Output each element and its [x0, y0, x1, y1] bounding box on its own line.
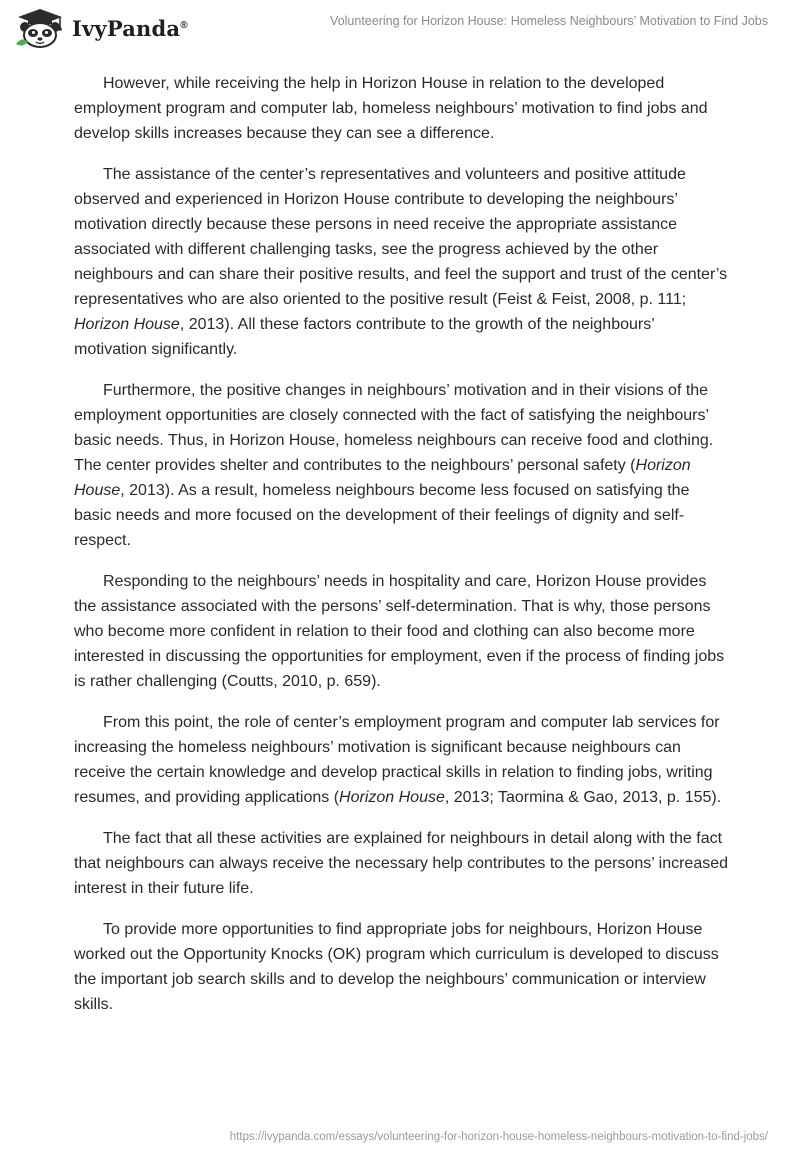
citation-italic: Horizon House — [74, 316, 180, 333]
paragraph-4: Responding to the neighbours’ needs in hospitality and care, Horizon House provides the assistance associated with the persons’ self-determination. That is why, those persons who become more confident in relation to their food and clothing can also become more interested in discussing the opportunities for employment, even if the process of finding jobs is rather challenging (Coutts, 2010, p. 659). — [74, 573, 725, 690]
paragraph-1: However, while receiving the help in Horizon House in relation to the developed employment program and computer lab, homeless neighbours’ motivation to find jobs and develop skills increases because they can see a difference. — [74, 75, 708, 142]
paragraph-3: Furthermore, the positive changes in neighbours’ motivation and in their visions of the employment opportunities are closely connected with the fact of satisfying the neighbours’ basic needs. Thus, in Horizon House, homeless neighbours can receive food and clothing. The center provides shelter and contributes to the neighbours’ personal safety (Horizon House, 2013). As a result, homeless neighbours become less focused on satisfying the basic needs and more focused on the development of their feelings of dignity and self-respect. — [74, 382, 714, 549]
paragraph-7: To provide more opportunities to find appropriate jobs for neighbours, Horizon House worked out the Opportunity Knocks (OK) program which curriculum is developed to discuss the important job search skills and to develop the neighbours’ communication or interview skills. — [74, 921, 719, 1013]
page-header — [0, 0, 800, 60]
logo-text: IvyPanda® — [72, 15, 188, 41]
paragraph-2: The assistance of the center’s representatives and volunteers and positive attitude observed and experienced in Horizon House contribute to developing the neighbours’ motivation directly because these persons in need receive the appropriate assistance associated with different challenging tasks, see the progress achieved by the other neighbours and can share their positive results, and feel the support and trust of the center’s representatives who are also oriented to the positive result (Feist & Feist, 2008, p. 111; Horizon House, 2013). All these factors contribute to the growth of the neighbours’ motivation significantly. — [74, 166, 728, 358]
panda-graduate-icon — [14, 8, 66, 48]
source-url[interactable]: https://ivypanda.com/essays/volunteering-for-horizon-house-homeless-neighbours-motivation-to-find-jobs/ — [229, 1131, 768, 1143]
paragraph-6: The fact that all these activities are explained for neighbours in detail along with the fact that neighbours can always receive the necessary help contributes to the persons’ increased interest in their future life. — [74, 830, 729, 897]
ivypanda-logo[interactable] — [14, 8, 188, 48]
citation-italic: Horizon House — [74, 457, 691, 499]
paragraph-5: From this point, the role of center’s employment program and computer lab services for increasing the homeless neighbours’ motivation is significant because neighbours can receive the certain knowledge and develop practical skills in relation to finding jobs, writing resumes, and providing applications (Horizon House, 2013; Taormina & Gao, 2013, p. 155). — [74, 714, 722, 806]
essay-body — [74, 71, 730, 1033]
citation-italic: Horizon House — [339, 789, 445, 806]
document-title: Volunteering for Horizon House: Homeless Neighbours’ Motivation to Find Jobs — [330, 14, 768, 28]
